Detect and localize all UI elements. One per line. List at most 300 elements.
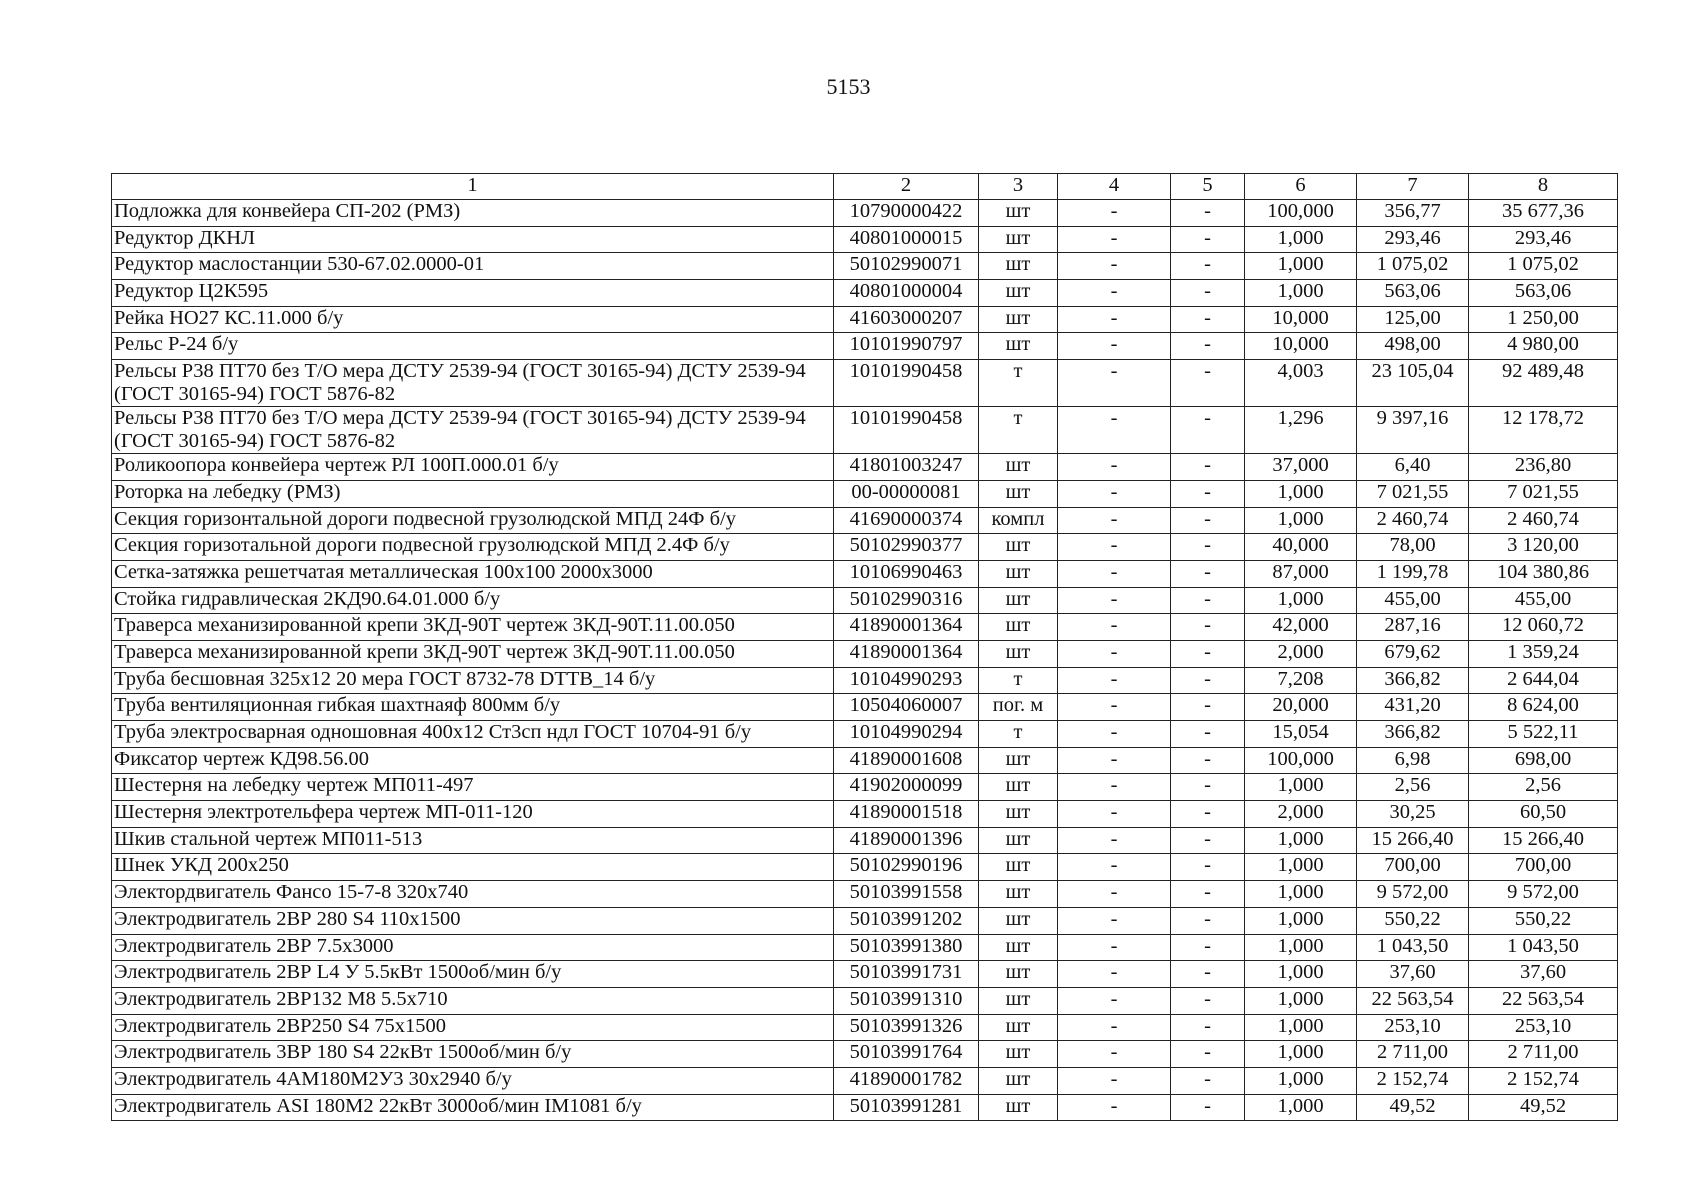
table-row — [112, 774, 1618, 801]
quantity-cell: 1,000 — [1245, 1014, 1357, 1041]
column-4-cell: - — [1058, 827, 1171, 854]
item-name-cell: Роторка на лебедку (РМЗ) — [112, 480, 834, 507]
item-name-cell: Сетка-затяжка решетчатая металлическая 100х100 2000х3000 — [112, 560, 834, 587]
amount-cell: 253,10 — [1469, 1014, 1618, 1041]
price-cell: 125,00 — [1357, 306, 1469, 333]
price-cell: 6,98 — [1357, 747, 1469, 774]
unit-cell: шт — [979, 881, 1058, 908]
amount-cell: 37,60 — [1469, 961, 1618, 988]
unit-cell: шт — [979, 200, 1058, 227]
quantity-cell: 100,000 — [1245, 747, 1357, 774]
column-5-cell: - — [1171, 961, 1245, 988]
item-code-cell: 41890001364 — [834, 640, 979, 667]
item-code-cell: 41801003247 — [834, 454, 979, 481]
column-5-cell: - — [1171, 333, 1245, 360]
item-code-cell: 50102990377 — [834, 534, 979, 561]
amount-cell: 2 711,00 — [1469, 1041, 1618, 1068]
table-header-row — [112, 174, 1618, 200]
unit-cell: шт — [979, 934, 1058, 961]
price-cell: 1 199,78 — [1357, 560, 1469, 587]
table-row — [112, 226, 1618, 253]
item-code-cell: 41902000099 — [834, 774, 979, 801]
item-name-cell: Электродвигатель 2ВР250 S4 75х1500 — [112, 1014, 834, 1041]
item-name-cell: Шнек УКД 200х250 — [112, 854, 834, 881]
amount-cell: 60,50 — [1469, 801, 1618, 828]
column-5-cell: - — [1171, 934, 1245, 961]
item-name-cell: Электродвигатель 4АМ180М2У3 30х2940 б/у — [112, 1067, 834, 1094]
table-row — [112, 280, 1618, 307]
quantity-cell: 1,000 — [1245, 587, 1357, 614]
unit-cell: шт — [979, 560, 1058, 587]
item-name-cell: Редуктор Ц2К595 — [112, 280, 834, 307]
amount-cell: 4 980,00 — [1469, 333, 1618, 360]
price-cell: 550,22 — [1357, 907, 1469, 934]
column-5-cell: - — [1171, 454, 1245, 481]
amount-cell: 1 043,50 — [1469, 934, 1618, 961]
column-4-cell: - — [1058, 226, 1171, 253]
amount-cell: 7 021,55 — [1469, 480, 1618, 507]
column-5-cell: - — [1171, 480, 1245, 507]
quantity-cell: 40,000 — [1245, 534, 1357, 561]
item-code-cell: 10101990458 — [834, 407, 979, 454]
column-header: 2 — [834, 174, 979, 200]
item-code-cell: 10101990458 — [834, 360, 979, 407]
item-code-cell: 41890001608 — [834, 747, 979, 774]
column-4-cell: - — [1058, 560, 1171, 587]
quantity-cell: 1,000 — [1245, 934, 1357, 961]
amount-cell: 293,46 — [1469, 226, 1618, 253]
quantity-cell: 87,000 — [1245, 560, 1357, 587]
unit-cell: компл — [979, 507, 1058, 534]
column-4-cell: - — [1058, 534, 1171, 561]
table-row — [112, 907, 1618, 934]
column-5-cell: - — [1171, 253, 1245, 280]
item-code-cell: 50103991558 — [834, 881, 979, 908]
amount-cell: 455,00 — [1469, 587, 1618, 614]
price-cell: 2 460,74 — [1357, 507, 1469, 534]
amount-cell: 35 677,36 — [1469, 200, 1618, 227]
quantity-cell: 2,000 — [1245, 640, 1357, 667]
amount-cell: 12 060,72 — [1469, 614, 1618, 641]
item-name-cell: Шкив стальной чертеж МП011-513 — [112, 827, 834, 854]
price-cell: 23 105,04 — [1357, 360, 1469, 407]
column-5-cell: - — [1171, 881, 1245, 908]
item-code-cell: 41890001396 — [834, 827, 979, 854]
quantity-cell: 4,003 — [1245, 360, 1357, 407]
column-4-cell: - — [1058, 407, 1171, 454]
quantity-cell: 1,000 — [1245, 854, 1357, 881]
price-cell: 563,06 — [1357, 280, 1469, 307]
item-name-cell: Рейка НО27 КС.11.000 б/у — [112, 306, 834, 333]
amount-cell: 2,56 — [1469, 774, 1618, 801]
unit-cell: шт — [979, 801, 1058, 828]
quantity-cell: 1,000 — [1245, 480, 1357, 507]
item-code-cell: 41890001518 — [834, 801, 979, 828]
unit-cell: шт — [979, 854, 1058, 881]
price-cell: 679,62 — [1357, 640, 1469, 667]
column-5-cell: - — [1171, 667, 1245, 694]
unit-cell: шт — [979, 747, 1058, 774]
quantity-cell: 1,000 — [1245, 907, 1357, 934]
unit-cell: шт — [979, 280, 1058, 307]
quantity-cell: 37,000 — [1245, 454, 1357, 481]
item-code-cell: 10104990293 — [834, 667, 979, 694]
column-5-cell: - — [1171, 200, 1245, 227]
price-cell: 2,56 — [1357, 774, 1469, 801]
table-row — [112, 200, 1618, 227]
unit-cell: шт — [979, 480, 1058, 507]
column-4-cell: - — [1058, 774, 1171, 801]
column-4-cell: - — [1058, 1067, 1171, 1094]
column-4-cell: - — [1058, 614, 1171, 641]
item-name-cell: Траверса механизированной крепи 3КД-90Т чертеж 3КД-90Т.11.00.050 — [112, 614, 834, 641]
table-row — [112, 667, 1618, 694]
item-name-cell: Траверса механизированной крепи 3КД-90Т чертеж 3КД-90Т.11.00.050 — [112, 640, 834, 667]
price-cell: 366,82 — [1357, 721, 1469, 748]
column-4-cell: - — [1058, 801, 1171, 828]
item-name-cell: Секция горизонтальной дороги подвесной грузолюдской МПД 24Ф б/у — [112, 507, 834, 534]
column-header: 1 — [112, 174, 834, 200]
quantity-cell: 1,000 — [1245, 987, 1357, 1014]
column-4-cell: - — [1058, 721, 1171, 748]
column-4-cell: - — [1058, 640, 1171, 667]
price-cell: 1 075,02 — [1357, 253, 1469, 280]
item-code-cell: 50103991310 — [834, 987, 979, 1014]
table-row — [112, 560, 1618, 587]
quantity-cell: 20,000 — [1245, 694, 1357, 721]
unit-cell: шт — [979, 534, 1058, 561]
column-5-cell: - — [1171, 587, 1245, 614]
quantity-cell: 1,296 — [1245, 407, 1357, 454]
item-code-cell: 50103991380 — [834, 934, 979, 961]
amount-cell: 12 178,72 — [1469, 407, 1618, 454]
column-5-cell: - — [1171, 907, 1245, 934]
amount-cell: 700,00 — [1469, 854, 1618, 881]
item-name-cell: Шестерня электротельфера чертеж МП-011-120 — [112, 801, 834, 828]
table-row — [112, 801, 1618, 828]
price-cell: 49,52 — [1357, 1094, 1469, 1121]
unit-cell: шт — [979, 987, 1058, 1014]
column-5-cell: - — [1171, 534, 1245, 561]
quantity-cell: 1,000 — [1245, 827, 1357, 854]
table-row — [112, 1067, 1618, 1094]
column-4-cell: - — [1058, 507, 1171, 534]
unit-cell: шт — [979, 1067, 1058, 1094]
price-cell: 30,25 — [1357, 801, 1469, 828]
price-cell: 7 021,55 — [1357, 480, 1469, 507]
item-name-cell: Электродвигатель 2ВР L4 У 5.5кВт 1500об/мин б/у — [112, 961, 834, 988]
price-cell: 455,00 — [1357, 587, 1469, 614]
column-4-cell: - — [1058, 360, 1171, 407]
quantity-cell: 1,000 — [1245, 881, 1357, 908]
column-header: 7 — [1357, 174, 1469, 200]
unit-cell: шт — [979, 1094, 1058, 1121]
amount-cell: 49,52 — [1469, 1094, 1618, 1121]
amount-cell: 1 250,00 — [1469, 306, 1618, 333]
price-cell: 1 043,50 — [1357, 934, 1469, 961]
item-code-cell: 41690000374 — [834, 507, 979, 534]
quantity-cell: 1,000 — [1245, 253, 1357, 280]
quantity-cell: 1,000 — [1245, 961, 1357, 988]
price-cell: 22 563,54 — [1357, 987, 1469, 1014]
table-row — [112, 587, 1618, 614]
table-row — [112, 507, 1618, 534]
item-code-cell: 40801000004 — [834, 280, 979, 307]
column-4-cell: - — [1058, 881, 1171, 908]
unit-cell: шт — [979, 1014, 1058, 1041]
quantity-cell: 1,000 — [1245, 507, 1357, 534]
item-code-cell: 50103991731 — [834, 961, 979, 988]
price-cell: 78,00 — [1357, 534, 1469, 561]
item-code-cell: 50103991281 — [834, 1094, 979, 1121]
column-5-cell: - — [1171, 694, 1245, 721]
quantity-cell: 1,000 — [1245, 1067, 1357, 1094]
unit-cell: т — [979, 667, 1058, 694]
quantity-cell: 42,000 — [1245, 614, 1357, 641]
column-5-cell: - — [1171, 1041, 1245, 1068]
item-code-cell: 10106990463 — [834, 560, 979, 587]
amount-cell: 8 624,00 — [1469, 694, 1618, 721]
item-name-cell: Труба электросварная одношовная 400х12 Ст3сп ндл ГОСТ 10704-91 б/у — [112, 721, 834, 748]
table-row — [112, 827, 1618, 854]
item-name-cell: Редуктор ДКНЛ — [112, 226, 834, 253]
quantity-cell: 2,000 — [1245, 801, 1357, 828]
price-cell: 431,20 — [1357, 694, 1469, 721]
quantity-cell: 1,000 — [1245, 280, 1357, 307]
column-header: 8 — [1469, 174, 1618, 200]
column-4-cell: - — [1058, 934, 1171, 961]
table-row — [112, 333, 1618, 360]
column-header: 3 — [979, 174, 1058, 200]
column-5-cell: - — [1171, 854, 1245, 881]
item-code-cell: 50102990071 — [834, 253, 979, 280]
table-row — [112, 694, 1618, 721]
table-row — [112, 721, 1618, 748]
column-4-cell: - — [1058, 306, 1171, 333]
item-code-cell: 00-00000081 — [834, 480, 979, 507]
item-name-cell: Фиксатор чертеж КД98.56.00 — [112, 747, 834, 774]
unit-cell: шт — [979, 907, 1058, 934]
table-row — [112, 407, 1618, 454]
column-5-cell: - — [1171, 280, 1245, 307]
table-row — [112, 640, 1618, 667]
column-5-cell: - — [1171, 360, 1245, 407]
amount-cell: 1 359,24 — [1469, 640, 1618, 667]
price-cell: 9 572,00 — [1357, 881, 1469, 908]
column-header: 6 — [1245, 174, 1357, 200]
table-row — [112, 614, 1618, 641]
price-cell: 253,10 — [1357, 1014, 1469, 1041]
amount-cell: 563,06 — [1469, 280, 1618, 307]
item-code-cell: 50102990196 — [834, 854, 979, 881]
table-row — [112, 534, 1618, 561]
page-number: 5153 — [826, 74, 871, 99]
unit-cell: шт — [979, 827, 1058, 854]
column-5-cell: - — [1171, 747, 1245, 774]
column-5-cell: - — [1171, 407, 1245, 454]
amount-cell: 2 644,04 — [1469, 667, 1618, 694]
table-row — [112, 360, 1618, 407]
table-row — [112, 747, 1618, 774]
item-name-cell: Электродвигатель 2ВР 7.5х3000 — [112, 934, 834, 961]
column-5-cell: - — [1171, 827, 1245, 854]
price-cell: 356,77 — [1357, 200, 1469, 227]
unit-cell: пог. м — [979, 694, 1058, 721]
table-row — [112, 961, 1618, 988]
item-code-cell: 41603000207 — [834, 306, 979, 333]
column-4-cell: - — [1058, 1041, 1171, 1068]
table-body — [112, 200, 1618, 1121]
item-code-cell: 41890001782 — [834, 1067, 979, 1094]
unit-cell: шт — [979, 1041, 1058, 1068]
column-4-cell: - — [1058, 961, 1171, 988]
quantity-cell: 100,000 — [1245, 200, 1357, 227]
amount-cell: 104 380,86 — [1469, 560, 1618, 587]
amount-cell: 236,80 — [1469, 454, 1618, 481]
item-name-cell: Труба вентиляционная гибкая шахтнаяф 800мм б/у — [112, 694, 834, 721]
table-row — [112, 1094, 1618, 1121]
column-4-cell: - — [1058, 200, 1171, 227]
column-5-cell: - — [1171, 560, 1245, 587]
table-row — [112, 854, 1618, 881]
item-name-cell: Электордвигатель Фансо 15-7-8 320х740 — [112, 881, 834, 908]
item-name-cell: Редуктор маслостанции 530-67.02.0000-01 — [112, 253, 834, 280]
item-code-cell: 10101990797 — [834, 333, 979, 360]
unit-cell: т — [979, 721, 1058, 748]
quantity-cell: 1,000 — [1245, 1094, 1357, 1121]
item-name-cell: Рельсы Р38 ПТ70 без Т/О мера ДСТУ 2539-94 (ГОСТ 30165-94) ДСТУ 2539-94 (ГОСТ 30165-94) ГОСТ 5876-82 — [112, 360, 834, 407]
quantity-cell: 15,054 — [1245, 721, 1357, 748]
table-row — [112, 881, 1618, 908]
column-4-cell: - — [1058, 907, 1171, 934]
column-header: 4 — [1058, 174, 1171, 200]
item-code-cell: 50103991326 — [834, 1014, 979, 1041]
column-5-cell: - — [1171, 721, 1245, 748]
price-cell: 2 152,74 — [1357, 1067, 1469, 1094]
unit-cell: шт — [979, 961, 1058, 988]
amount-cell: 3 120,00 — [1469, 534, 1618, 561]
table-row — [112, 1014, 1618, 1041]
column-5-cell: - — [1171, 507, 1245, 534]
table-row — [112, 480, 1618, 507]
quantity-cell: 10,000 — [1245, 333, 1357, 360]
column-4-cell: - — [1058, 667, 1171, 694]
quantity-cell: 1,000 — [1245, 774, 1357, 801]
column-5-cell: - — [1171, 801, 1245, 828]
column-4-cell: - — [1058, 587, 1171, 614]
item-name-cell: Электродвигатель 3ВР 180 S4 22кВт 1500об/мин б/у — [112, 1041, 834, 1068]
item-code-cell: 40801000015 — [834, 226, 979, 253]
quantity-cell: 10,000 — [1245, 306, 1357, 333]
table-row — [112, 934, 1618, 961]
quantity-cell: 1,000 — [1245, 1041, 1357, 1068]
item-name-cell: Электродвигатель 2ВР132 М8 5.5х710 — [112, 987, 834, 1014]
unit-cell: шт — [979, 253, 1058, 280]
item-name-cell: Рельс Р-24 б/у — [112, 333, 834, 360]
unit-cell: шт — [979, 614, 1058, 641]
column-5-cell: - — [1171, 774, 1245, 801]
column-4-cell: - — [1058, 854, 1171, 881]
price-cell: 366,82 — [1357, 667, 1469, 694]
price-cell: 287,16 — [1357, 614, 1469, 641]
unit-cell: т — [979, 360, 1058, 407]
item-code-cell: 50102990316 — [834, 587, 979, 614]
amount-cell: 92 489,48 — [1469, 360, 1618, 407]
amount-cell: 22 563,54 — [1469, 987, 1618, 1014]
price-cell: 15 266,40 — [1357, 827, 1469, 854]
item-name-cell: Электродвигатель 2ВР 280 S4 110х1500 — [112, 907, 834, 934]
item-name-cell: Шестерня на лебедку чертеж МП011-497 — [112, 774, 834, 801]
column-4-cell: - — [1058, 454, 1171, 481]
column-4-cell: - — [1058, 280, 1171, 307]
unit-cell: шт — [979, 306, 1058, 333]
column-4-cell: - — [1058, 253, 1171, 280]
amount-cell: 2 460,74 — [1469, 507, 1618, 534]
amount-cell: 9 572,00 — [1469, 881, 1618, 908]
amount-cell: 698,00 — [1469, 747, 1618, 774]
item-name-cell: Стойка гидравлическая 2КД90.64.01.000 б/у — [112, 587, 834, 614]
item-code-cell: 50103991764 — [834, 1041, 979, 1068]
item-code-cell: 10104990294 — [834, 721, 979, 748]
item-code-cell: 50103991202 — [834, 907, 979, 934]
amount-cell: 1 075,02 — [1469, 253, 1618, 280]
column-4-cell: - — [1058, 694, 1171, 721]
amount-cell: 550,22 — [1469, 907, 1618, 934]
amount-cell: 15 266,40 — [1469, 827, 1618, 854]
item-code-cell: 10504060007 — [834, 694, 979, 721]
unit-cell: шт — [979, 640, 1058, 667]
item-name-cell: Труба бесшовная 325х12 20 мера ГОСТ 8732-78 DTTB_14 б/у — [112, 667, 834, 694]
table-row — [112, 987, 1618, 1014]
column-header: 5 — [1171, 174, 1245, 200]
column-4-cell: - — [1058, 1094, 1171, 1121]
price-cell: 9 397,16 — [1357, 407, 1469, 454]
item-code-cell: 41890001364 — [834, 614, 979, 641]
column-5-cell: - — [1171, 226, 1245, 253]
column-5-cell: - — [1171, 1014, 1245, 1041]
quantity-cell: 1,000 — [1245, 226, 1357, 253]
item-name-cell: Роликоопора конвейера чертеж РЛ 100П.000.01 б/у — [112, 454, 834, 481]
item-name-cell: Электродвигатель ASI 180M2 22кВт 3000об/мин IM1081 б/у — [112, 1094, 834, 1121]
column-4-cell: - — [1058, 987, 1171, 1014]
price-cell: 293,46 — [1357, 226, 1469, 253]
column-5-cell: - — [1171, 987, 1245, 1014]
table-row — [112, 454, 1618, 481]
column-4-cell: - — [1058, 747, 1171, 774]
amount-cell: 2 152,74 — [1469, 1067, 1618, 1094]
price-cell: 6,40 — [1357, 454, 1469, 481]
column-5-cell: - — [1171, 640, 1245, 667]
price-cell: 37,60 — [1357, 961, 1469, 988]
item-name-cell: Подложка для конвейера СП-202 (РМЗ) — [112, 200, 834, 227]
column-5-cell: - — [1171, 614, 1245, 641]
price-cell: 498,00 — [1357, 333, 1469, 360]
unit-cell: шт — [979, 587, 1058, 614]
column-5-cell: - — [1171, 306, 1245, 333]
unit-cell: шт — [979, 454, 1058, 481]
quantity-cell: 7,208 — [1245, 667, 1357, 694]
column-4-cell: - — [1058, 480, 1171, 507]
inventory-table — [111, 173, 1618, 1121]
item-name-cell: Секция горизотальной дороги подвесной грузолюдской МПД 2.4Ф б/у — [112, 534, 834, 561]
table-row — [112, 253, 1618, 280]
column-4-cell: - — [1058, 333, 1171, 360]
column-5-cell: - — [1171, 1094, 1245, 1121]
item-name-cell: Рельсы Р38 ПТ70 без Т/О мера ДСТУ 2539-94 (ГОСТ 30165-94) ДСТУ 2539-94 (ГОСТ 30165-94) ГОСТ 5876-82 — [112, 407, 834, 454]
table-row — [112, 1041, 1618, 1068]
unit-cell: шт — [979, 333, 1058, 360]
unit-cell: шт — [979, 226, 1058, 253]
